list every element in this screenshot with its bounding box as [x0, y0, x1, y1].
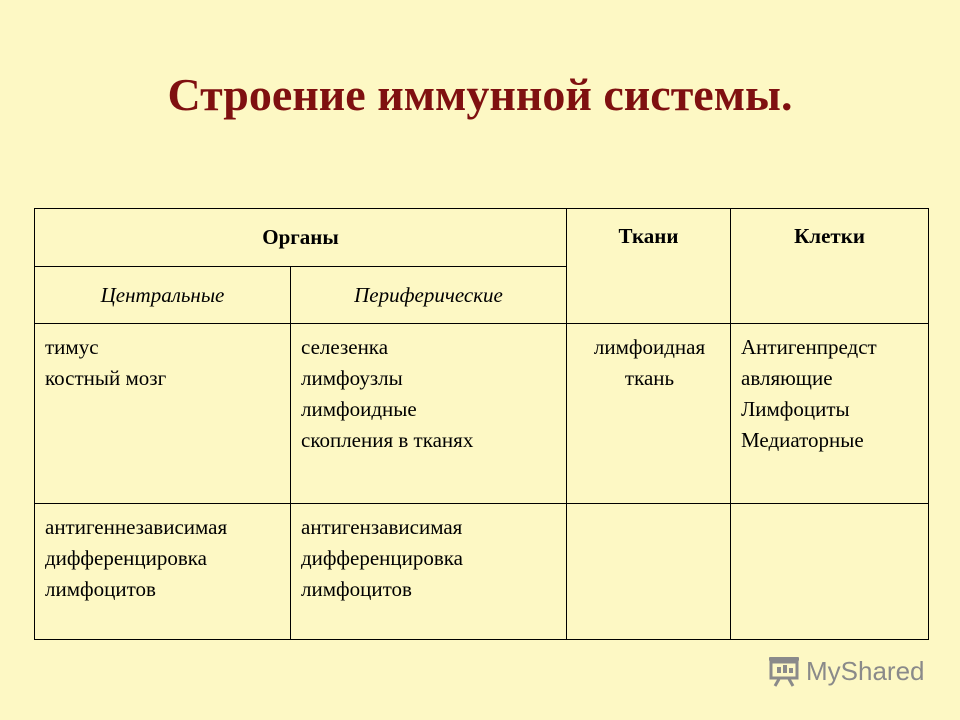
cell-line: костный мозг	[45, 366, 167, 390]
cell-line: лимфоцитов	[45, 577, 156, 601]
cell-line: Лимфоциты	[741, 397, 850, 421]
cell-tissues	[567, 324, 731, 504]
cell-line: дифференцировка	[45, 546, 207, 570]
cell-empty-tissues	[567, 504, 731, 640]
cell-line: скопления в тканях	[301, 428, 474, 452]
cell-line: авляющие	[741, 366, 833, 390]
watermark-text: MyShared	[806, 655, 925, 686]
cell-antigen-independent	[35, 504, 291, 640]
page-title: Строение иммунной системы.	[167, 69, 793, 120]
cell-line: лимфоидные	[301, 397, 417, 421]
cell-line: лимфоидная	[593, 335, 706, 359]
cell-empty-cells	[731, 504, 929, 640]
header-cells: Клетки	[731, 209, 929, 324]
cell-line: селезенка	[301, 335, 389, 359]
cell-central-organs	[35, 324, 291, 504]
projector-icon	[766, 655, 802, 687]
cell-peripheral-organs	[291, 324, 567, 504]
immune-system-table	[34, 208, 929, 640]
header-tissues: Ткани	[567, 209, 731, 324]
cell-line: Медиаторные	[741, 428, 864, 452]
cell-line: лимфоцитов	[301, 577, 412, 601]
cell-line: антигеннезависимая	[45, 515, 228, 539]
cell-line: дифференцировка	[301, 546, 463, 570]
cell-line: ткань	[624, 366, 675, 390]
cell-line: лимфоузлы	[301, 366, 403, 390]
subheader-peripheral: Периферические	[291, 267, 567, 324]
cell-antigen-dependent	[291, 504, 567, 640]
watermark-logo	[766, 655, 925, 687]
subheader-central: Центральные	[35, 267, 291, 324]
cell-cells	[731, 324, 929, 504]
cell-line: антигензависимая	[301, 515, 463, 539]
cell-line: Антигенпредст	[741, 335, 877, 359]
header-organs: Органы	[35, 209, 567, 267]
cell-line: тимус	[45, 335, 99, 359]
